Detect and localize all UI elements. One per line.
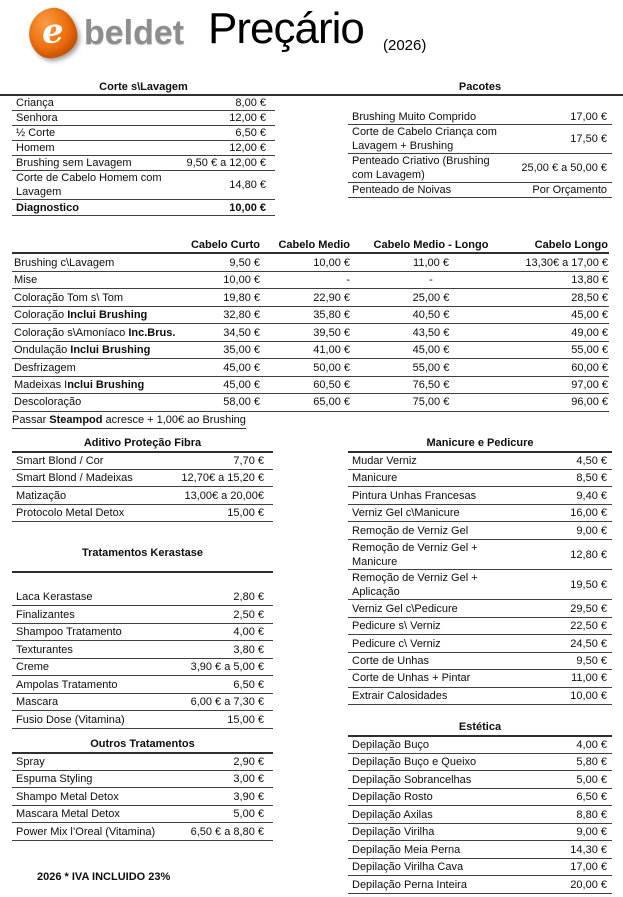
row-label: Creme: [16, 661, 50, 674]
row-label: Espuma Styling: [16, 773, 93, 786]
section-title: Estética: [348, 720, 612, 737]
table-row: [348, 522, 612, 539]
row-label: Depilação Sobrancelhas: [352, 773, 472, 786]
row-value: 3,80 €: [233, 643, 264, 656]
table-row: [12, 771, 273, 788]
row-label: Brushing c\Lavagem: [14, 256, 115, 269]
row-value: 35,00 €: [223, 344, 260, 357]
table-row: [348, 505, 612, 522]
table-row: [348, 771, 612, 788]
row-label: Mise: [14, 274, 38, 287]
table-row: [12, 111, 275, 126]
table-row: [12, 806, 273, 823]
table-row: [348, 876, 612, 893]
row-value: 45,00 €: [223, 361, 260, 374]
table-row: [348, 154, 612, 183]
logo-brand-text: beldet: [84, 13, 185, 52]
row-value: 10,00 €: [570, 689, 607, 702]
section-title: Tratamentos Kerastase: [12, 546, 273, 573]
row-label: Coloração Inclui Brushing: [14, 309, 148, 322]
table-row: [12, 254, 609, 271]
table-row: [12, 141, 275, 156]
table-row: [12, 641, 273, 658]
row-value: 65,00 €: [313, 396, 350, 409]
logo-e-glyph: e: [41, 11, 65, 53]
row-label: Pintura Unhas Francesas: [352, 489, 477, 502]
row-label: Manicure: [352, 472, 398, 485]
table-row: [12, 171, 275, 200]
row-value: 5,00 €: [576, 773, 607, 786]
table-row: [12, 606, 273, 623]
row-label: Matização: [16, 489, 67, 502]
column-header: Cabelo Medio: [278, 238, 350, 251]
table-row: [12, 624, 273, 641]
row-value: 15,00 €: [227, 713, 264, 726]
row-label: Depilação Buço e Queixo: [352, 756, 477, 769]
row-value: 10,00 €: [223, 274, 260, 287]
beldet-logo: [29, 8, 184, 58]
row-label: Penteado Criativo (Brushing com Lavagem): [352, 154, 490, 181]
row-value: 14,30 €: [570, 843, 607, 856]
row-value: 50,00 €: [313, 361, 350, 374]
column-header-row: [12, 237, 609, 254]
table-row: [12, 470, 273, 487]
row-value: 3,90 € a 5,00 €: [190, 661, 264, 674]
page-title: Preçário: [208, 4, 364, 53]
note-text: Passar: [12, 414, 50, 427]
row-value: 55,00 €: [571, 344, 608, 357]
row-value: 40,50 €: [412, 309, 450, 322]
row-value: 19,80 €: [223, 291, 260, 304]
table-row: [348, 600, 612, 617]
row-value: 10,00 €: [313, 256, 350, 269]
row-label: Coloração s\Amoníaco Inc.Brus.: [14, 326, 176, 339]
row-label: Finalizantes: [16, 608, 75, 621]
row-value: 8,80 €: [576, 808, 607, 821]
row-value: 13,80 €: [571, 274, 608, 287]
row-value: 45,00 €: [571, 309, 608, 322]
row-value: 20,00 €: [570, 878, 607, 891]
row-label: Extrair Calosidades: [352, 689, 448, 702]
row-value: 16,00 €: [570, 507, 607, 520]
column-header: Cabelo Longo: [534, 238, 608, 251]
row-value: 2,90 €: [233, 755, 264, 768]
page-year: (2026): [383, 37, 427, 54]
row-value: 32,80 €: [223, 309, 260, 322]
table-row: [348, 110, 612, 125]
row-value: 28,50 €: [571, 291, 608, 304]
row-value: 41,00 €: [313, 344, 350, 357]
row-value: 19,50 €: [570, 578, 607, 591]
table-row: [12, 453, 273, 470]
row-value: 55,00 €: [412, 361, 450, 374]
table-row: [12, 307, 609, 324]
row-label: Corte de Unhas: [352, 654, 430, 667]
row-label: Brushing sem Lavagem: [16, 157, 132, 170]
row-label: Remoção de Verniz Gel + Manicure: [352, 541, 478, 568]
table-row: [12, 359, 609, 376]
row-value: 8,00 €: [235, 96, 266, 109]
row-label: Depilação Virilha: [352, 826, 435, 839]
row-value: 9,00 €: [576, 826, 607, 839]
row-value: 12,00 €: [229, 111, 266, 124]
row-label: Depilação Virilha Cava: [352, 861, 464, 874]
table-row: [12, 659, 273, 676]
column-header: Cabelo Medio - Longo: [373, 238, 489, 251]
row-label: Remoção de Verniz Gel + Aplicação: [352, 571, 478, 598]
table-row: [348, 487, 612, 504]
row-label: Mascara: [16, 696, 59, 709]
row-label: Mascara Metal Detox: [16, 808, 120, 821]
table-row: [12, 289, 609, 306]
spacer-row: [12, 573, 273, 589]
row-value: 43,50 €: [412, 326, 450, 339]
table-row: [348, 618, 612, 635]
table-row: [348, 688, 612, 705]
table-row: [12, 505, 273, 522]
spacer-row: [348, 96, 612, 110]
row-label: Criança: [16, 96, 54, 109]
table-row: [348, 183, 612, 198]
row-value: 17,00 €: [570, 110, 607, 123]
row-value: 6,50 €: [233, 678, 264, 691]
table-estetica: [348, 720, 612, 894]
row-value: 6,50 €: [235, 126, 266, 139]
row-label: Smart Blond / Madeixas: [16, 472, 133, 485]
row-value: 4,00 €: [233, 626, 264, 639]
table-aditivo-protecao-fibra: [12, 436, 273, 522]
row-value: 2,80 €: [233, 591, 264, 604]
row-label: Shampoo Tratamento: [16, 626, 122, 639]
row-value: 12,00 €: [229, 142, 266, 155]
table-corte-sem-lavagem: [12, 80, 275, 216]
row-value: 5,00 €: [233, 808, 264, 821]
table-outros-tratamentos: [12, 737, 273, 841]
row-value: 60,50 €: [313, 379, 350, 391]
table-row: [348, 653, 612, 670]
table-row: [12, 823, 273, 840]
table-pacotes: [348, 80, 612, 198]
row-value: 7,70 €: [233, 454, 264, 467]
section-title: Aditivo Proteção Fibra: [12, 436, 273, 453]
row-label: Depilação Axilas: [352, 808, 433, 821]
row-value: 4,00 €: [576, 738, 607, 751]
iva-footer-note: 2026 * IVA INCLUIDO 23%: [37, 871, 171, 883]
row-label: Depilação Perna Inteira: [352, 878, 467, 891]
row-value: 8,50 €: [576, 472, 607, 485]
row-label: ½ Corte: [16, 126, 56, 139]
row-value: 97,00 €: [571, 379, 608, 391]
row-value: 76,50 €: [412, 379, 450, 391]
table-row: [348, 859, 612, 876]
row-value: 12,80 €: [570, 548, 607, 561]
table-row: [348, 806, 612, 823]
table-tratamentos-kerastase: [12, 546, 273, 729]
table-row: [348, 789, 612, 806]
row-label: Descoloração: [14, 396, 82, 409]
section-title: Pacotes: [458, 81, 502, 93]
row-value: 11,00 €: [413, 256, 449, 269]
table-row: [12, 96, 275, 111]
table-row: [12, 324, 609, 341]
row-value: 15,00 €: [227, 507, 264, 520]
row-label: Senhora: [16, 111, 58, 124]
row-value: 13,30€ a 17,00 €: [525, 256, 608, 269]
row-value: 22,50 €: [570, 620, 607, 633]
table-manicure-pedicure: [348, 436, 612, 705]
row-label: Pedicure c\ Verniz: [352, 637, 441, 650]
table-row: [12, 272, 609, 289]
row-value: 10,00 €: [229, 201, 266, 214]
row-label: Texturantes: [16, 643, 73, 656]
table-row: [12, 377, 609, 394]
row-value: 39,50 €: [313, 326, 350, 339]
note-bold-text: Steampod: [49, 414, 103, 427]
row-value: 25,00 €: [412, 291, 450, 304]
row-label: Spray: [16, 755, 45, 768]
table-row: [348, 570, 612, 600]
row-value: 13,00€ a 20,00€: [184, 489, 264, 502]
table-row: [12, 788, 273, 805]
row-label: Madeixas Inclui Brushing: [14, 379, 145, 391]
row-value: 35,80 €: [313, 309, 350, 322]
row-value: 5,80 €: [576, 756, 607, 769]
table-row: [12, 694, 273, 711]
row-value: 4,50 €: [576, 454, 607, 467]
row-value: 9,00 €: [576, 524, 607, 537]
section-title: Manicure e Pedicure: [348, 436, 612, 453]
row-value: 17,00 €: [570, 861, 607, 874]
row-value: 9,50 € a 12,00 €: [186, 157, 266, 170]
row-value: -: [346, 274, 350, 287]
row-label: Power Mix l’Oreal (Vitamina): [16, 825, 156, 838]
row-value: 6,50 € a 8,80 €: [190, 825, 264, 838]
row-label: Verniz Gel c\Pedicure: [352, 602, 458, 615]
row-value: 12,70€ a 15,20 €: [181, 472, 264, 485]
table-row: [348, 841, 612, 858]
table-row: [348, 824, 612, 841]
row-label: Corte de Cabelo Homem com Lavagem: [16, 172, 162, 199]
table-row: [12, 487, 273, 504]
table-row: [348, 470, 612, 487]
row-value: 45,00 €: [412, 344, 450, 357]
row-label: Coloração Tom s\ Tom: [14, 291, 124, 304]
row-value: 3,90 €: [233, 790, 264, 803]
table-row: [12, 754, 273, 771]
table-row: [348, 540, 612, 570]
row-label: Mudar Verniz: [352, 454, 417, 467]
row-label: Depilação Meia Perna: [352, 843, 461, 856]
table-row: [12, 200, 275, 215]
row-value: 60,00 €: [571, 361, 608, 374]
row-label: Diagnostico: [16, 201, 79, 214]
row-label: Laca Kerastase: [16, 591, 93, 604]
table-cabelo-precos: [12, 237, 609, 429]
row-value: 75,00 €: [412, 396, 450, 409]
steampod-note: [12, 412, 609, 429]
row-value: 14,80 €: [229, 179, 266, 192]
table-row: [12, 156, 275, 171]
row-value: 17,50 €: [570, 132, 607, 145]
row-value: 6,00 € a 7,30 €: [190, 696, 264, 709]
table-row: [12, 589, 273, 606]
row-label: Homem: [16, 142, 55, 155]
table-row: [348, 754, 612, 771]
table-row: [348, 635, 612, 652]
row-value: 34,50 €: [223, 326, 260, 339]
table-row: [348, 453, 612, 470]
row-value: 49,00 €: [571, 326, 608, 339]
row-value: 22,90 €: [313, 291, 350, 304]
row-label: Brushing Muito Comprido: [352, 110, 477, 123]
table-row: [12, 676, 273, 693]
table-row: [348, 670, 612, 687]
row-value: 96,00 €: [571, 396, 608, 409]
row-label: Remoção de Verniz Gel: [352, 524, 469, 537]
row-label: Penteado de Noivas: [352, 183, 452, 196]
section-title: Outros Tratamentos: [12, 737, 273, 754]
table-row: [12, 342, 609, 359]
row-value: 3,00 €: [233, 773, 264, 786]
row-label: Fusio Dose (Vitamina): [16, 713, 125, 726]
row-label: Smart Blond / Cor: [16, 454, 104, 467]
row-label: Shampo Metal Detox: [16, 790, 119, 803]
table-row: [348, 737, 612, 754]
table-row: [348, 125, 612, 154]
row-value: 2,50 €: [233, 608, 264, 621]
row-label: Corte de Cabelo Criança com Lavagem + Brushing: [352, 125, 497, 152]
row-value: 29,50 €: [570, 602, 607, 615]
row-value: -: [429, 274, 433, 287]
row-value: 24,50 €: [570, 637, 607, 650]
row-value: 25,00 € a 50,00 €: [521, 161, 607, 174]
table-row: [12, 394, 609, 411]
column-header: Cabelo Curto: [190, 238, 260, 251]
row-label: Protocolo Metal Detox: [16, 507, 125, 520]
row-label: Ondulação Inclui Brushing: [14, 344, 151, 357]
row-label: Desfrizagem: [14, 361, 76, 374]
row-value: Por Orçamento: [532, 183, 607, 196]
row-label: Ampolas Tratamento: [16, 678, 118, 691]
row-label: Corte de Unhas + Pintar: [352, 672, 471, 685]
note-text: acresce + 1,00€ ao Brushing: [102, 414, 246, 427]
row-value: 6,50 €: [576, 791, 607, 804]
row-value: 9,40 €: [576, 489, 607, 502]
row-value: 45,00 €: [223, 379, 260, 391]
row-label: Verniz Gel c\Manicure: [352, 507, 460, 520]
row-value: 11,00 €: [571, 672, 607, 685]
row-label: Pedicure s\ Verniz: [352, 620, 441, 633]
row-value: 58,00 €: [223, 396, 260, 409]
section-title: Corte s\Lavagem: [99, 81, 188, 93]
table-row: [12, 126, 275, 141]
beldet-swirl-icon: [26, 5, 80, 61]
row-value: 9,50 €: [229, 256, 260, 269]
table-row: [12, 711, 273, 728]
row-label: Depilação Rosto: [352, 791, 433, 804]
row-value: 9,50 €: [576, 654, 607, 667]
row-label: Depilação Buço: [352, 738, 430, 751]
